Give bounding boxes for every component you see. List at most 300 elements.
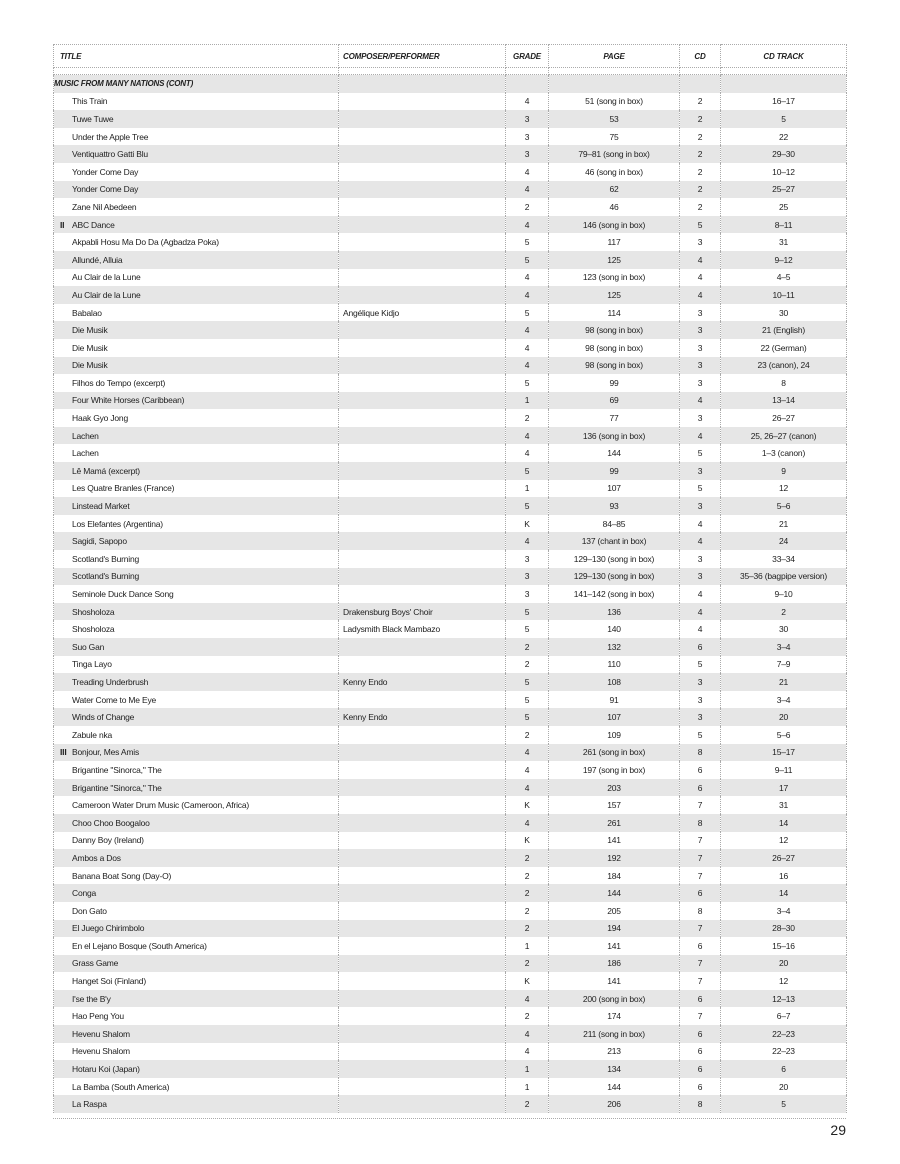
table-row bbox=[54, 726, 847, 744]
cell-cd: 4 bbox=[680, 515, 721, 533]
cell-composer bbox=[339, 321, 506, 339]
table-row bbox=[54, 427, 847, 445]
cell-track: 5 bbox=[721, 110, 847, 128]
cell-page: 261 (song in box) bbox=[549, 744, 680, 762]
cell-page: 46 bbox=[549, 198, 680, 216]
song-title: Au Clair de la Lune bbox=[72, 289, 141, 300]
cell-page: 129–130 (song in box) bbox=[549, 568, 680, 586]
song-title: Haak Gyo Jong bbox=[72, 413, 128, 424]
song-title: Seminole Duck Dance Song bbox=[72, 589, 174, 600]
cell-title bbox=[54, 1095, 339, 1113]
cell-title bbox=[54, 1043, 339, 1061]
spacer-row bbox=[54, 68, 847, 75]
cell-page: 98 (song in box) bbox=[549, 321, 680, 339]
cell-track: 12 bbox=[721, 972, 847, 990]
cell-grade: 4 bbox=[506, 321, 549, 339]
cell-track: 25, 26–27 (canon) bbox=[721, 427, 847, 445]
cell-grade: 2 bbox=[506, 849, 549, 867]
cell-title bbox=[54, 110, 339, 128]
cell-composer bbox=[339, 550, 506, 568]
cell-cd: 3 bbox=[680, 321, 721, 339]
cell-composer bbox=[339, 515, 506, 533]
table-row bbox=[54, 374, 847, 392]
song-title: El Juego Chirimbolo bbox=[72, 923, 145, 934]
cell-grade: 3 bbox=[506, 110, 549, 128]
cell-title bbox=[54, 163, 339, 181]
cell-cd: 5 bbox=[680, 216, 721, 234]
table-row bbox=[54, 920, 847, 938]
cell-title bbox=[54, 832, 339, 850]
cell-composer bbox=[339, 884, 506, 902]
song-title: Water Come to Me Eye bbox=[72, 694, 157, 705]
cell-composer bbox=[339, 1007, 506, 1025]
cell-page: 203 bbox=[549, 779, 680, 797]
song-title: Lachen bbox=[72, 448, 99, 459]
cell-cd: 6 bbox=[680, 1060, 721, 1078]
cell-track: 28–30 bbox=[721, 920, 847, 938]
cell-title bbox=[54, 304, 339, 322]
cell-composer bbox=[339, 409, 506, 427]
song-title: Los Elefantes (Argentina) bbox=[72, 518, 163, 529]
song-title: En el Lejano Bosque (South America) bbox=[72, 940, 207, 951]
cell-grade: 4 bbox=[506, 779, 549, 797]
cell-page: 192 bbox=[549, 849, 680, 867]
cell-title bbox=[54, 656, 339, 674]
cell-grade: 4 bbox=[506, 532, 549, 550]
cell-composer bbox=[339, 1060, 506, 1078]
cell-title bbox=[54, 779, 339, 797]
cell-composer bbox=[339, 955, 506, 973]
cell-title bbox=[54, 585, 339, 603]
cell-cd: 7 bbox=[680, 1007, 721, 1025]
cell-composer bbox=[339, 444, 506, 462]
song-title: Shosholoza bbox=[72, 624, 115, 635]
table-row bbox=[54, 550, 847, 568]
table-row bbox=[54, 198, 847, 216]
cell-title bbox=[54, 480, 339, 498]
cell-grade: 2 bbox=[506, 638, 549, 656]
cell-cd: 3 bbox=[680, 409, 721, 427]
cell-composer bbox=[339, 110, 506, 128]
cell-cd: 3 bbox=[680, 568, 721, 586]
cell-title bbox=[54, 1060, 339, 1078]
song-title: Die Musik bbox=[72, 342, 108, 353]
cell-track: 22 (German) bbox=[721, 339, 847, 357]
cell-composer bbox=[339, 251, 506, 269]
cell-cd: 4 bbox=[680, 251, 721, 269]
cell-title bbox=[54, 673, 339, 691]
cell-cd: 8 bbox=[680, 744, 721, 762]
cell-grade: K bbox=[506, 515, 549, 533]
cell-title bbox=[54, 1078, 339, 1096]
table-row bbox=[54, 304, 847, 322]
cell-composer bbox=[339, 181, 506, 199]
cell-page: 261 bbox=[549, 814, 680, 832]
table-row bbox=[54, 532, 847, 550]
song-title: La Bamba (South America) bbox=[72, 1081, 170, 1092]
cell-cd: 7 bbox=[680, 867, 721, 885]
cell-title bbox=[54, 796, 339, 814]
song-title: Yonder Come Day bbox=[72, 166, 139, 177]
song-title: Shosholoza bbox=[72, 606, 115, 617]
cell-grade: 4 bbox=[506, 357, 549, 375]
cell-grade: 2 bbox=[506, 920, 549, 938]
table-row bbox=[54, 744, 847, 762]
cell-composer bbox=[339, 972, 506, 990]
cell-composer bbox=[339, 585, 506, 603]
cell-page: 132 bbox=[549, 638, 680, 656]
cell-track: 10–11 bbox=[721, 286, 847, 304]
cell-track: 26–27 bbox=[721, 409, 847, 427]
table-row bbox=[54, 321, 847, 339]
cell-page: 200 (song in box) bbox=[549, 990, 680, 1008]
cell-track: 5–6 bbox=[721, 497, 847, 515]
cell-cd: 3 bbox=[680, 497, 721, 515]
cell-composer bbox=[339, 216, 506, 234]
cell-grade: 2 bbox=[506, 1007, 549, 1025]
cell-cd: 7 bbox=[680, 796, 721, 814]
cell-composer bbox=[339, 1025, 506, 1043]
cell-title bbox=[54, 128, 339, 146]
cell-composer bbox=[339, 145, 506, 163]
cell-page: 84–85 bbox=[549, 515, 680, 533]
cell-page: 99 bbox=[549, 462, 680, 480]
song-title: Treading Underbrush bbox=[72, 676, 149, 687]
cell-title bbox=[54, 444, 339, 462]
table-row bbox=[54, 849, 847, 867]
table-row bbox=[54, 163, 847, 181]
cell-composer: Ladysmith Black Mambazo bbox=[339, 620, 506, 638]
cell-composer bbox=[339, 832, 506, 850]
table-row bbox=[54, 972, 847, 990]
song-title: Die Musik bbox=[72, 325, 108, 336]
cell-grade: 5 bbox=[506, 673, 549, 691]
cell-grade: 4 bbox=[506, 814, 549, 832]
cell-track: 16–17 bbox=[721, 93, 847, 111]
cell-title bbox=[54, 357, 339, 375]
table-row bbox=[54, 585, 847, 603]
cell-cd: 3 bbox=[680, 673, 721, 691]
cell-composer bbox=[339, 1043, 506, 1061]
cell-title bbox=[54, 321, 339, 339]
cell-title bbox=[54, 814, 339, 832]
table-row bbox=[54, 796, 847, 814]
cell-track: 14 bbox=[721, 884, 847, 902]
song-title: Don Gato bbox=[72, 905, 107, 916]
cell-track: 6–7 bbox=[721, 1007, 847, 1025]
cell-composer: Kenny Endo bbox=[339, 673, 506, 691]
song-title: Hao Peng You bbox=[72, 1011, 124, 1022]
cell-composer bbox=[339, 937, 506, 955]
cell-track: 21 (English) bbox=[721, 321, 847, 339]
cell-title bbox=[54, 392, 339, 410]
table-row bbox=[54, 902, 847, 920]
cell-grade: 2 bbox=[506, 656, 549, 674]
cell-page: 114 bbox=[549, 304, 680, 322]
cell-composer: Angélique Kidjo bbox=[339, 304, 506, 322]
table-row bbox=[54, 286, 847, 304]
cell-grade: K bbox=[506, 972, 549, 990]
cell-title bbox=[54, 550, 339, 568]
cell-track: 9 bbox=[721, 462, 847, 480]
cell-grade: 2 bbox=[506, 198, 549, 216]
song-title: Ambos a Dos bbox=[72, 852, 121, 863]
song-title: Sagidi, Sapopo bbox=[72, 536, 127, 547]
song-title: Allundé, Alluia bbox=[72, 254, 123, 265]
cell-cd: 2 bbox=[680, 198, 721, 216]
cell-cd: 7 bbox=[680, 832, 721, 850]
cell-title bbox=[54, 638, 339, 656]
song-title: Babalao bbox=[72, 307, 102, 318]
cell-track: 9–11 bbox=[721, 761, 847, 779]
cell-title bbox=[54, 233, 339, 251]
cell-cd: 2 bbox=[680, 93, 721, 111]
cell-cd: 4 bbox=[680, 392, 721, 410]
cell-grade: 5 bbox=[506, 708, 549, 726]
cell-page: 140 bbox=[549, 620, 680, 638]
song-title: Scotland's Burning bbox=[72, 571, 140, 582]
header-grade: GRADE bbox=[506, 45, 549, 68]
cell-grade: 5 bbox=[506, 233, 549, 251]
cell-cd: 6 bbox=[680, 990, 721, 1008]
cell-cd: 3 bbox=[680, 691, 721, 709]
cell-cd: 8 bbox=[680, 902, 721, 920]
song-title: Ventiquattro Gatti Blu bbox=[72, 149, 148, 160]
unit-number: II bbox=[60, 219, 65, 230]
cell-composer bbox=[339, 796, 506, 814]
cell-track: 15–16 bbox=[721, 937, 847, 955]
cell-page: 134 bbox=[549, 1060, 680, 1078]
cell-composer bbox=[339, 392, 506, 410]
cell-page: 107 bbox=[549, 708, 680, 726]
cell-title bbox=[54, 427, 339, 445]
cell-page: 141 bbox=[549, 937, 680, 955]
cell-title bbox=[54, 937, 339, 955]
cell-cd: 6 bbox=[680, 761, 721, 779]
song-title: Lachen bbox=[72, 430, 99, 441]
cell-cd: 2 bbox=[680, 163, 721, 181]
cell-title bbox=[54, 708, 339, 726]
cell-composer bbox=[339, 497, 506, 515]
cell-grade: 4 bbox=[506, 427, 549, 445]
cell-cd: 7 bbox=[680, 920, 721, 938]
cell-cd: 4 bbox=[680, 427, 721, 445]
cell-composer: Drakensburg Boys' Choir bbox=[339, 603, 506, 621]
cell-track: 30 bbox=[721, 620, 847, 638]
cell-composer bbox=[339, 374, 506, 392]
cell-page: 213 bbox=[549, 1043, 680, 1061]
table-row bbox=[54, 1060, 847, 1078]
cell-grade: 4 bbox=[506, 1025, 549, 1043]
cell-grade: 5 bbox=[506, 620, 549, 638]
cell-track: 20 bbox=[721, 708, 847, 726]
cell-page: 206 bbox=[549, 1095, 680, 1113]
cell-composer bbox=[339, 656, 506, 674]
cell-grade: 4 bbox=[506, 761, 549, 779]
cell-track: 1–3 (canon) bbox=[721, 444, 847, 462]
cell-track: 22 bbox=[721, 128, 847, 146]
cell-page: 51 (song in box) bbox=[549, 93, 680, 111]
cell-title bbox=[54, 972, 339, 990]
table-row bbox=[54, 1007, 847, 1025]
cell-page: 53 bbox=[549, 110, 680, 128]
cell-cd: 6 bbox=[680, 1025, 721, 1043]
song-title: Danny Boy (Ireland) bbox=[72, 835, 144, 846]
cell-title bbox=[54, 867, 339, 885]
cell-title bbox=[54, 744, 339, 762]
cell-composer bbox=[339, 638, 506, 656]
cell-page: 46 (song in box) bbox=[549, 163, 680, 181]
cell-grade: 1 bbox=[506, 1078, 549, 1096]
cell-cd: 5 bbox=[680, 444, 721, 462]
song-title: Hevenu Shalom bbox=[72, 1028, 130, 1039]
table-row bbox=[54, 884, 847, 902]
cell-track: 3–4 bbox=[721, 691, 847, 709]
cell-page: 141 bbox=[549, 972, 680, 990]
table-row bbox=[54, 251, 847, 269]
cell-cd: 2 bbox=[680, 110, 721, 128]
table-row bbox=[54, 955, 847, 973]
table-row bbox=[54, 779, 847, 797]
song-title: Banana Boat Song (Day-O) bbox=[72, 870, 172, 881]
cell-page: 107 bbox=[549, 480, 680, 498]
section-row bbox=[54, 75, 847, 93]
table-row bbox=[54, 814, 847, 832]
cell-track: 9–12 bbox=[721, 251, 847, 269]
cell-track: 12 bbox=[721, 480, 847, 498]
cell-cd: 4 bbox=[680, 603, 721, 621]
cell-page: 184 bbox=[549, 867, 680, 885]
cell-grade: 1 bbox=[506, 480, 549, 498]
cell-track: 9–10 bbox=[721, 585, 847, 603]
cell-page: 109 bbox=[549, 726, 680, 744]
cell-title bbox=[54, 497, 339, 515]
cell-page: 146 (song in box) bbox=[549, 216, 680, 234]
cell-page: 77 bbox=[549, 409, 680, 427]
cell-page: 157 bbox=[549, 796, 680, 814]
cell-page: 197 (song in box) bbox=[549, 761, 680, 779]
cell-page: 110 bbox=[549, 656, 680, 674]
cell-title bbox=[54, 691, 339, 709]
header-title: TITLE bbox=[54, 45, 339, 68]
cell-title bbox=[54, 462, 339, 480]
cell-composer bbox=[339, 339, 506, 357]
cell-track: 2 bbox=[721, 603, 847, 621]
cell-track: 10–12 bbox=[721, 163, 847, 181]
cell-composer bbox=[339, 93, 506, 111]
cell-grade: 1 bbox=[506, 937, 549, 955]
table-row bbox=[54, 128, 847, 146]
cell-track: 12–13 bbox=[721, 990, 847, 1008]
cell-composer bbox=[339, 920, 506, 938]
cell-title bbox=[54, 532, 339, 550]
cell-title bbox=[54, 849, 339, 867]
cell-grade: 5 bbox=[506, 251, 549, 269]
header-composer: COMPOSER/PERFORMER bbox=[339, 45, 506, 68]
cell-page: 69 bbox=[549, 392, 680, 410]
cell-grade: 5 bbox=[506, 497, 549, 515]
cell-grade: 3 bbox=[506, 585, 549, 603]
cell-track: 6 bbox=[721, 1060, 847, 1078]
cell-cd: 6 bbox=[680, 884, 721, 902]
cell-composer bbox=[339, 1078, 506, 1096]
cell-page: 125 bbox=[549, 286, 680, 304]
cell-title bbox=[54, 374, 339, 392]
cell-cd: 3 bbox=[680, 550, 721, 568]
cell-grade: 4 bbox=[506, 216, 549, 234]
song-title: Tuwe Tuwe bbox=[72, 113, 114, 124]
cell-cd: 3 bbox=[680, 357, 721, 375]
cell-title bbox=[54, 269, 339, 287]
cell-grade: 4 bbox=[506, 269, 549, 287]
table-row bbox=[54, 444, 847, 462]
cell-composer bbox=[339, 990, 506, 1008]
table-row bbox=[54, 1078, 847, 1096]
table-row bbox=[54, 656, 847, 674]
song-title: Suo Gan bbox=[72, 641, 105, 652]
table-row bbox=[54, 568, 847, 586]
cell-cd: 2 bbox=[680, 128, 721, 146]
cell-composer bbox=[339, 902, 506, 920]
cell-cd: 3 bbox=[680, 374, 721, 392]
cell-page: 91 bbox=[549, 691, 680, 709]
song-title: La Raspa bbox=[72, 1099, 107, 1110]
bottom-rule bbox=[53, 1118, 846, 1119]
cell-page: 98 (song in box) bbox=[549, 357, 680, 375]
song-title: Au Clair de la Lune bbox=[72, 272, 141, 283]
cell-title bbox=[54, 603, 339, 621]
song-title: Brigantine "Sinorca," The bbox=[72, 782, 162, 793]
cell-cd: 3 bbox=[680, 233, 721, 251]
cell-page: 99 bbox=[549, 374, 680, 392]
cell-cd: 7 bbox=[680, 972, 721, 990]
cell-composer bbox=[339, 269, 506, 287]
table-row bbox=[54, 462, 847, 480]
cell-composer bbox=[339, 568, 506, 586]
cell-cd: 6 bbox=[680, 937, 721, 955]
cell-page: 141 bbox=[549, 832, 680, 850]
cell-grade: 4 bbox=[506, 93, 549, 111]
cell-cd: 4 bbox=[680, 585, 721, 603]
cell-track: 26–27 bbox=[721, 849, 847, 867]
song-title: Winds of Change bbox=[72, 712, 135, 723]
cell-grade: K bbox=[506, 796, 549, 814]
cell-title bbox=[54, 286, 339, 304]
table-row bbox=[54, 93, 847, 111]
table-row bbox=[54, 216, 847, 234]
cell-grade: 2 bbox=[506, 726, 549, 744]
song-title: Hanget Soi (Finland) bbox=[72, 976, 146, 987]
cell-track: 7–9 bbox=[721, 656, 847, 674]
cell-track: 33–34 bbox=[721, 550, 847, 568]
cell-grade: 2 bbox=[506, 884, 549, 902]
song-title: Scotland's Burning bbox=[72, 553, 140, 564]
cell-composer bbox=[339, 462, 506, 480]
cell-page: 136 (song in box) bbox=[549, 427, 680, 445]
table-row bbox=[54, 638, 847, 656]
cell-cd: 3 bbox=[680, 708, 721, 726]
song-title: I'se the B'y bbox=[72, 993, 111, 1004]
song-title: Bonjour, Mes Amis bbox=[72, 747, 139, 758]
cell-cd: 3 bbox=[680, 462, 721, 480]
cell-grade: 5 bbox=[506, 374, 549, 392]
cell-grade: K bbox=[506, 832, 549, 850]
song-title: Yonder Come Day bbox=[72, 184, 139, 195]
cell-track: 23 (canon), 24 bbox=[721, 357, 847, 375]
table-row bbox=[54, 990, 847, 1008]
song-title: Choo Choo Boogaloo bbox=[72, 817, 150, 828]
cell-grade: 5 bbox=[506, 603, 549, 621]
